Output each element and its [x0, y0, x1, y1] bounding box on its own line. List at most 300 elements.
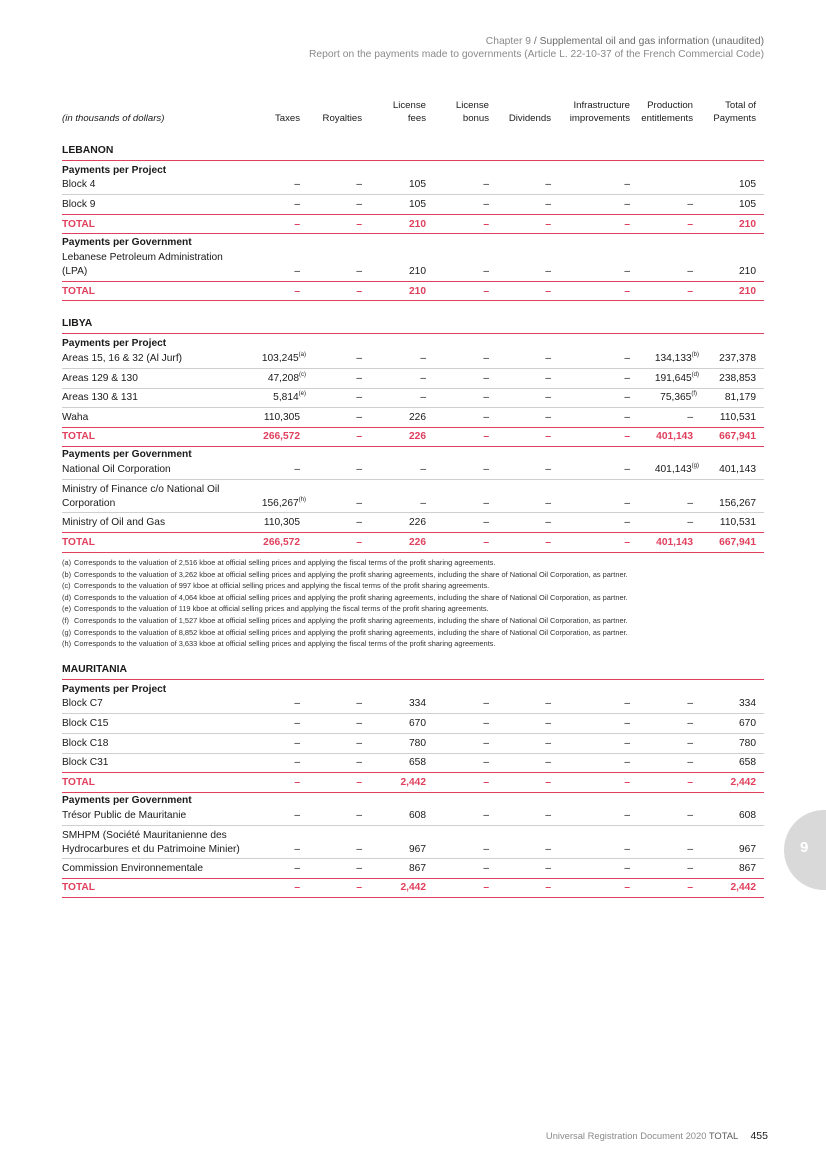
- col-dividends: Dividends: [508, 113, 551, 124]
- col-infra-l2: improvements: [569, 112, 630, 124]
- cell-taxes: [262, 497, 306, 511]
- cell-value: 191,645: [654, 373, 692, 384]
- footnote-key: (h): [62, 639, 72, 649]
- row-label-l1: SMHPM (Société Mauritanienne des: [62, 830, 227, 841]
- page-header: [309, 35, 764, 61]
- subheading: Payments per Project: [62, 165, 167, 176]
- row-label: Ministry of Oil and Gas: [62, 517, 166, 528]
- chapter-tab-number: 9: [800, 839, 809, 856]
- cell-taxes: [262, 352, 306, 366]
- row-label: Block 9: [62, 199, 96, 210]
- cell-prod: –: [687, 412, 693, 423]
- cell-taxes: [273, 391, 306, 405]
- cell-prod: –: [687, 777, 693, 788]
- cell-total: 670: [739, 718, 756, 729]
- row-divider: [62, 772, 764, 773]
- cell-royalties: –: [356, 777, 362, 788]
- row-label: Waha: [62, 412, 89, 423]
- section-title: LEBANON: [62, 145, 114, 156]
- cell-fees: 2,442: [400, 777, 426, 788]
- cell-total: 81,179: [724, 392, 756, 403]
- row-divider: [62, 427, 764, 428]
- cell-fees: 334: [409, 698, 426, 709]
- subheading: Payments per Government: [62, 237, 192, 248]
- row-label: TOTAL: [62, 219, 96, 230]
- cell-royalties: –: [356, 537, 362, 548]
- chapter-tab[interactable]: [784, 810, 826, 890]
- row-label-l2: (LPA): [62, 265, 88, 277]
- cell-total: 238,853: [719, 373, 756, 384]
- cell-total: 667,941: [719, 537, 756, 548]
- footnotes: [62, 557, 764, 650]
- cell-bonus: –: [483, 412, 489, 423]
- col-royalties: Royalties: [322, 113, 362, 124]
- cell-total: 780: [739, 738, 756, 749]
- cell-prod: –: [687, 718, 693, 729]
- cell-prod: –: [687, 844, 693, 855]
- row-divider: [62, 825, 764, 826]
- cell-fees: 210: [409, 219, 426, 230]
- cell-bonus: –: [483, 863, 489, 874]
- cell-dividends: –: [545, 199, 551, 210]
- cell-dividends: –: [545, 431, 551, 442]
- chapter-subtitle: Report on the payments made to governments (Article L. 22-10-37 of the French Commercial Code): [309, 49, 764, 60]
- row-divider: [62, 194, 764, 195]
- cell-royalties: –: [356, 373, 362, 384]
- col-prod-l1: Production: [647, 100, 693, 111]
- cell-prod: –: [687, 498, 693, 509]
- cell-fees: 226: [409, 517, 426, 528]
- cell-total: 334: [739, 698, 756, 709]
- row-divider: [62, 233, 764, 234]
- row-label: Block 4: [62, 179, 96, 190]
- cell-prod: –: [687, 266, 693, 277]
- cell-infra: –: [624, 199, 630, 210]
- cell-taxes: 266,572: [263, 537, 300, 548]
- cell-infra: –: [624, 266, 630, 277]
- subheading: Payments per Government: [62, 449, 192, 460]
- cell-taxes: –: [294, 179, 300, 190]
- cell-infra: –: [624, 431, 630, 442]
- cell-value: 156,267: [261, 498, 299, 509]
- footnote: [62, 627, 764, 639]
- page-footer: [546, 1130, 768, 1142]
- row-divider: [62, 446, 764, 447]
- col-license-fees-l1: License: [392, 100, 426, 111]
- cell-dividends: –: [545, 757, 551, 768]
- footnote-text: Corresponds to the valuation of 997 kboe at official selling prices and applying the fiscal terms of the profit sharing agreements.: [74, 581, 490, 591]
- cell-value: 103,245: [261, 353, 299, 364]
- cell-royalties: –: [356, 266, 362, 277]
- row-label: TOTAL: [62, 431, 96, 442]
- footer-document: Universal Registration Document 2020: [545, 1130, 707, 1141]
- chapter-title: / Supplemental oil and gas information (unaudited): [531, 36, 764, 47]
- cell-bonus: –: [483, 698, 489, 709]
- cell-taxes: –: [294, 738, 300, 749]
- cell-bonus: –: [483, 777, 489, 788]
- row-label-l1: Ministry of Finance c/o National Oil: [62, 484, 220, 495]
- cell-bonus: –: [483, 392, 489, 403]
- cell-total: 967: [739, 844, 756, 855]
- footnote-key: (d): [62, 592, 72, 602]
- cell-total: 210: [739, 219, 756, 230]
- column-headers: [62, 100, 764, 130]
- cell-royalties: –: [356, 718, 362, 729]
- cell-infra: –: [624, 844, 630, 855]
- row-divider: [62, 479, 764, 480]
- col-total-l1: Total of: [725, 100, 756, 111]
- section-rule: [62, 679, 764, 680]
- cell-prod: –: [687, 757, 693, 768]
- footnote-key: (c): [62, 581, 71, 591]
- row-label-l2: Corporation: [62, 497, 116, 509]
- footnote-ref: (e): [298, 391, 306, 397]
- cell-dividends: –: [545, 373, 551, 384]
- footnote: [62, 615, 764, 627]
- cell-total: 401,143: [719, 464, 756, 475]
- cell-prod: –: [687, 219, 693, 230]
- cell-taxes: 110,305: [263, 517, 300, 528]
- cell-fees: –: [420, 392, 426, 403]
- cell-total: 237,378: [719, 353, 756, 364]
- row-divider: [62, 858, 764, 859]
- col-license-bonus-l2: bonus: [462, 112, 489, 124]
- col-infrastructure: [570, 100, 630, 125]
- cell-total: 210: [739, 286, 756, 297]
- cell-infra: –: [624, 718, 630, 729]
- cell-bonus: –: [483, 757, 489, 768]
- cell-value: 134,133: [654, 353, 692, 364]
- cell-dividends: –: [545, 882, 551, 893]
- unit-label: (in thousands of dollars): [62, 113, 165, 124]
- col-license-fees-l2: fees: [407, 112, 426, 124]
- footnote-key: (g): [62, 627, 72, 637]
- footnote: [62, 580, 764, 592]
- cell-royalties: –: [356, 179, 362, 190]
- cell-infra: –: [624, 863, 630, 874]
- cell-fees: 967: [409, 844, 426, 855]
- row-divider: [62, 388, 764, 389]
- cell-infra: –: [624, 464, 630, 475]
- cell-bonus: –: [483, 738, 489, 749]
- cell-infra: –: [624, 412, 630, 423]
- cell-bonus: –: [483, 464, 489, 475]
- cell-infra: –: [624, 179, 630, 190]
- cell-fees: 608: [409, 810, 426, 821]
- cell-fees: 226: [409, 431, 426, 442]
- row-divider: [62, 407, 764, 408]
- row-label: TOTAL: [62, 537, 96, 548]
- cell-infra: –: [624, 517, 630, 528]
- cell-royalties: –: [356, 412, 362, 423]
- cell-taxes: –: [294, 718, 300, 729]
- footnote-key: (b): [62, 569, 72, 579]
- cell-prod: [655, 463, 699, 477]
- cell-taxes: –: [294, 199, 300, 210]
- cell-prod: –: [687, 517, 693, 528]
- row-label: Areas 130 & 131: [62, 392, 138, 403]
- row-divider: [62, 300, 764, 301]
- cell-value: 401,143: [654, 464, 692, 475]
- cell-royalties: –: [356, 882, 362, 893]
- cell-bonus: –: [483, 517, 489, 528]
- cell-dividends: –: [545, 464, 551, 475]
- row-divider: [62, 897, 764, 898]
- cell-bonus: –: [483, 537, 489, 548]
- cell-prod: [660, 391, 697, 405]
- row-label: TOTAL: [62, 882, 96, 893]
- cell-royalties: –: [356, 757, 362, 768]
- subheading: Payments per Government: [62, 795, 192, 806]
- footnote-ref: (b): [691, 352, 699, 358]
- cell-royalties: –: [356, 844, 362, 855]
- cell-bonus: –: [483, 219, 489, 230]
- col-total: [713, 100, 756, 125]
- cell-infra: –: [624, 373, 630, 384]
- cell-value: 5,814: [273, 392, 299, 403]
- col-total-l2: Payments: [713, 112, 756, 124]
- row-label: [62, 251, 223, 278]
- row-label: Block C15: [62, 718, 109, 729]
- row-divider: [62, 552, 764, 553]
- cell-royalties: –: [356, 392, 362, 403]
- row-label: TOTAL: [62, 286, 96, 297]
- footnote-ref: (d): [691, 372, 699, 378]
- row-label: Areas 129 & 130: [62, 373, 138, 384]
- page-number: 455: [750, 1130, 768, 1142]
- cell-bonus: –: [483, 266, 489, 277]
- footnote-text: Corresponds to the valuation of 3,633 kboe at official selling prices and applying the fiscal terms of the profit sharing agreements.: [74, 639, 496, 649]
- cell-total: 2,442: [730, 882, 756, 893]
- row-divider: [62, 532, 764, 533]
- cell-taxes: 266,572: [263, 431, 300, 442]
- row-label: Block C7: [62, 698, 103, 709]
- footnote-key: (f): [62, 615, 69, 625]
- cell-bonus: –: [483, 718, 489, 729]
- cell-royalties: –: [356, 219, 362, 230]
- cell-bonus: –: [483, 882, 489, 893]
- cell-value: 75,365: [660, 392, 692, 403]
- cell-infra: –: [624, 498, 630, 509]
- cell-fees: 226: [409, 412, 426, 423]
- cell-taxes: –: [294, 757, 300, 768]
- col-infra-l1: Infrastructure: [573, 100, 630, 111]
- cell-fees: 210: [409, 286, 426, 297]
- cell-fees: 105: [409, 199, 426, 210]
- cell-royalties: –: [356, 498, 362, 509]
- cell-royalties: –: [356, 517, 362, 528]
- cell-prod: [655, 352, 699, 366]
- cell-prod: –: [687, 698, 693, 709]
- cell-fees: –: [420, 353, 426, 364]
- cell-taxes: –: [294, 464, 300, 475]
- footnote-text: Corresponds to the valuation of 1,527 kboe at official selling prices and applying the profit sharing agreements, including the share of National Oil Corporation, as partner.: [74, 615, 628, 625]
- row-label: Areas 15, 16 & 32 (Al Jurf): [62, 353, 183, 364]
- cell-dividends: –: [545, 517, 551, 528]
- section-rule: [62, 160, 764, 161]
- cell-dividends: –: [545, 179, 551, 190]
- cell-total: 667,941: [719, 431, 756, 442]
- footnote-text: Corresponds to the valuation of 3,262 kboe at official selling prices and applying the profit sharing agreements, including the share of National Oil Corporation, as partner.: [74, 569, 628, 579]
- cell-prod: –: [687, 810, 693, 821]
- cell-dividends: –: [545, 698, 551, 709]
- cell-taxes: –: [294, 777, 300, 788]
- cell-total: 110,531: [719, 517, 756, 528]
- col-production: [641, 100, 693, 125]
- cell-prod: –: [687, 199, 693, 210]
- cell-prod: –: [687, 882, 693, 893]
- cell-prod: –: [687, 286, 693, 297]
- footnote-text: Corresponds to the valuation of 119 kboe at official selling prices and applying the fiscal terms of the profit sharing agreements.: [74, 604, 489, 614]
- row-divider: [62, 368, 764, 369]
- cell-bonus: –: [483, 286, 489, 297]
- cell-infra: –: [624, 698, 630, 709]
- cell-taxes: –: [294, 810, 300, 821]
- cell-prod: –: [687, 863, 693, 874]
- row-divider: [62, 878, 764, 879]
- cell-bonus: –: [483, 373, 489, 384]
- chapter-label: Chapter 9: [485, 36, 532, 47]
- cell-total: 105: [739, 179, 756, 190]
- row-divider: [62, 214, 764, 215]
- cell-fees: –: [420, 464, 426, 475]
- cell-royalties: –: [356, 863, 362, 874]
- row-divider: [62, 281, 764, 282]
- cell-dividends: –: [545, 810, 551, 821]
- cell-taxes: –: [294, 882, 300, 893]
- cell-total: 658: [739, 757, 756, 768]
- cell-royalties: –: [356, 286, 362, 297]
- row-label: Commission Environnementale: [62, 863, 203, 874]
- cell-total: 105: [739, 199, 756, 210]
- cell-dividends: –: [545, 537, 551, 548]
- section-rule: [62, 333, 764, 334]
- cell-infra: –: [624, 757, 630, 768]
- row-label-l2: Hydrocarbures et du Patrimoine Minier): [62, 843, 240, 855]
- cell-royalties: –: [356, 199, 362, 210]
- col-license-bonus: [456, 100, 489, 125]
- cell-fees: –: [420, 373, 426, 384]
- section-title: MAURITANIA: [62, 664, 128, 675]
- cell-bonus: –: [483, 199, 489, 210]
- cell-fees: 658: [409, 757, 426, 768]
- cell-dividends: –: [545, 353, 551, 364]
- cell-dividends: –: [545, 777, 551, 788]
- cell-royalties: –: [356, 431, 362, 442]
- cell-bonus: –: [483, 179, 489, 190]
- footnote-ref: (c): [299, 372, 306, 378]
- subheading: Payments per Project: [62, 684, 167, 695]
- cell-total: 210: [739, 266, 756, 277]
- footnote-ref: (h): [298, 497, 306, 503]
- cell-dividends: –: [545, 863, 551, 874]
- cell-prod: 401,143: [656, 431, 693, 442]
- footnote-ref: (a): [298, 352, 306, 358]
- cell-dividends: –: [545, 392, 551, 403]
- cell-total: 110,531: [719, 412, 756, 423]
- col-prod-l2: entitlements: [641, 112, 693, 124]
- footer-brand: TOTAL: [708, 1130, 738, 1141]
- cell-dividends: –: [545, 286, 551, 297]
- row-label: National Oil Corporation: [62, 464, 171, 475]
- row-label: TOTAL: [62, 777, 96, 788]
- cell-royalties: –: [356, 810, 362, 821]
- row-label: Block C31: [62, 757, 109, 768]
- cell-bonus: –: [483, 353, 489, 364]
- cell-fees: 2,442: [400, 882, 426, 893]
- cell-fees: –: [420, 498, 426, 509]
- cell-infra: –: [624, 882, 630, 893]
- cell-infra: –: [624, 286, 630, 297]
- cell-total: 608: [739, 810, 756, 821]
- subheading: Payments per Project: [62, 338, 167, 349]
- cell-infra: –: [624, 738, 630, 749]
- footnote-text: Corresponds to the valuation of 4,064 kboe at official selling prices and applying the profit sharing agreements, including the share of National Oil Corporation, as partner.: [74, 592, 628, 602]
- cell-infra: –: [624, 810, 630, 821]
- cell-royalties: –: [356, 698, 362, 709]
- row-divider: [62, 753, 764, 754]
- cell-taxes: –: [294, 863, 300, 874]
- cell-taxes: –: [294, 286, 300, 297]
- footnote: [62, 603, 764, 615]
- cell-prod: –: [687, 738, 693, 749]
- footnote-key: (a): [62, 558, 72, 567]
- cell-dividends: –: [545, 412, 551, 423]
- cell-dividends: –: [545, 266, 551, 277]
- cell-taxes: –: [294, 266, 300, 277]
- cell-fees: 780: [409, 738, 426, 749]
- cell-dividends: –: [545, 718, 551, 729]
- row-label: Trésor Public de Mauritanie: [62, 810, 187, 821]
- cell-bonus: –: [483, 431, 489, 442]
- cell-fees: 867: [409, 863, 426, 874]
- cell-taxes: [268, 372, 306, 386]
- row-label: [62, 829, 240, 856]
- row-divider: [62, 792, 764, 793]
- cell-infra: –: [624, 219, 630, 230]
- col-license-fees: [393, 100, 426, 125]
- footnote-ref: (f): [691, 391, 697, 397]
- row-divider: [62, 733, 764, 734]
- footnote: [62, 557, 764, 569]
- col-license-bonus-l1: License: [455, 100, 489, 111]
- cell-taxes: –: [294, 219, 300, 230]
- cell-infra: –: [624, 353, 630, 364]
- footnote-key: (e): [62, 604, 72, 614]
- cell-prod: [655, 372, 699, 386]
- section-title: LIBYA: [62, 318, 93, 329]
- footnote-text: Corresponds to the valuation of 8,852 kboe at official selling prices and applying the profit sharing agreements, including the share of National Oil Corporation, as partner.: [74, 627, 628, 637]
- footnote: [62, 592, 764, 604]
- cell-dividends: –: [545, 498, 551, 509]
- cell-dividends: –: [545, 219, 551, 230]
- cell-dividends: –: [545, 738, 551, 749]
- cell-taxes: –: [294, 844, 300, 855]
- cell-taxes: 110,305: [263, 412, 300, 423]
- cell-infra: –: [624, 537, 630, 548]
- cell-value: 47,208: [267, 373, 299, 384]
- cell-dividends: –: [545, 844, 551, 855]
- row-divider: [62, 512, 764, 513]
- cell-taxes: –: [294, 698, 300, 709]
- row-label: Block C18: [62, 738, 109, 749]
- footnote-ref: (g): [691, 463, 699, 469]
- cell-bonus: –: [483, 498, 489, 509]
- cell-bonus: –: [483, 810, 489, 821]
- footnote: [62, 569, 764, 581]
- footnote-text: Corresponds to the valuation of 2,516 kboe at official selling prices and applying the fiscal terms of the profit sharing agreements.: [74, 558, 496, 567]
- cell-infra: –: [624, 392, 630, 403]
